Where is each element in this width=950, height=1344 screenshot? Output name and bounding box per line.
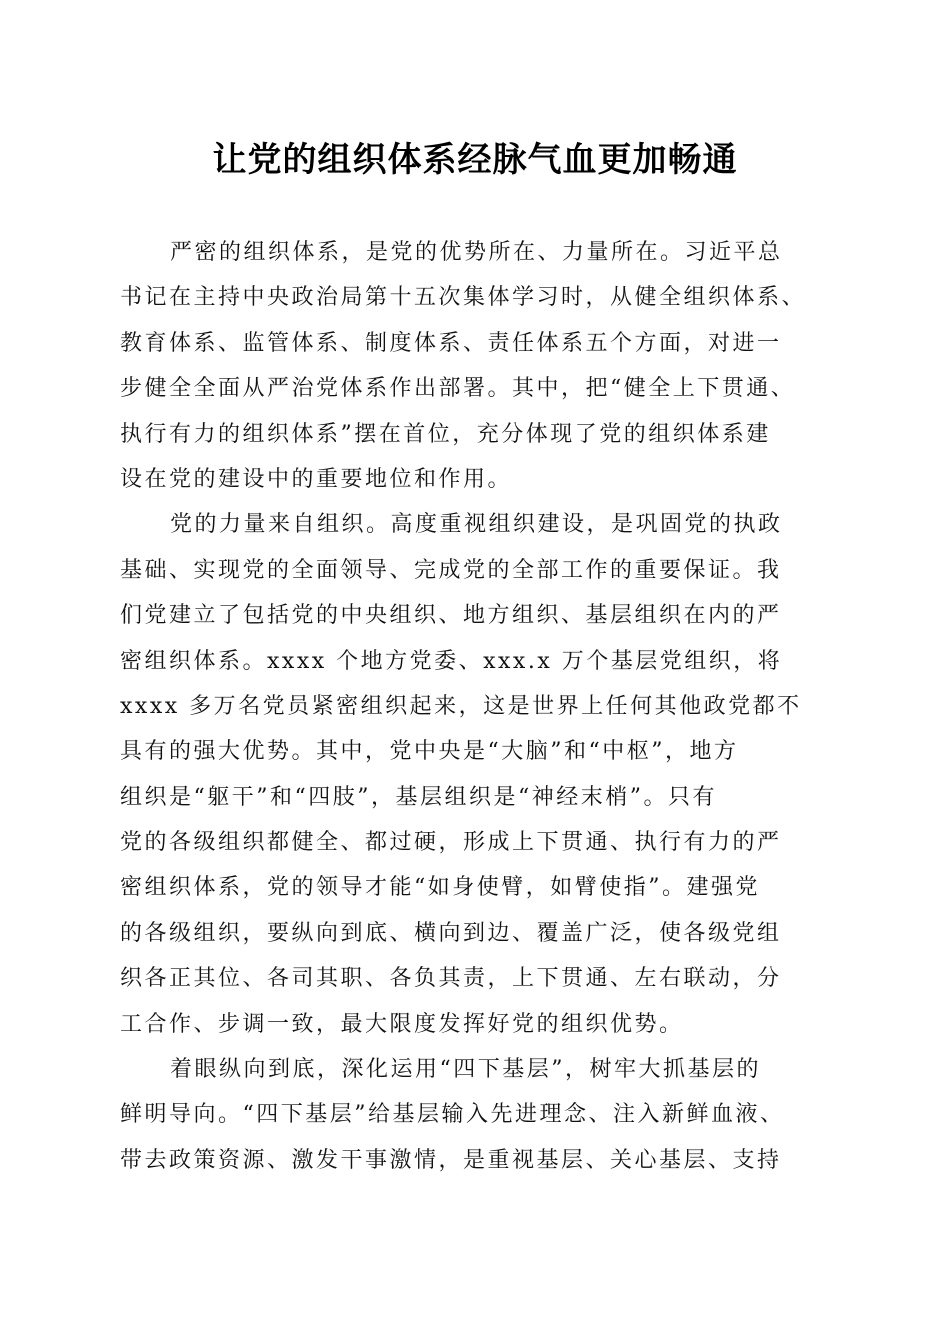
text-line: 书记在主持中央政治局第十五次集体学习时，从健全组织体系、 [120, 285, 807, 311]
text-line: 基础、实现党的全面领导、完成党的全部工作的重要保证。我 [120, 557, 782, 583]
text-line: xxxx 多万名党员紧密组织起来，这是世界上任何其他政党都不 [120, 693, 802, 719]
text-line: 执行有力的组织体系”摆在首位，充分体现了党的组织体系建 [120, 421, 771, 447]
text-line: 织各正其位、各司其职、各负其责，上下贯通、左右联动，分 [120, 966, 782, 992]
text-line: 党的力量来自组织。高度重视组织建设，是巩固党的执政 [170, 512, 783, 538]
text-line: 密组织体系。xxxx 个地方党委、xxx.x 万个基层党组织，将 [120, 648, 783, 674]
paragraph-2 [120, 502, 832, 1047]
paragraph-3 [120, 1047, 832, 1183]
text-line: 鲜明导向。“四下基层”给基层输入先进理念、注入新鲜血液、 [120, 1102, 785, 1128]
text-line: 带去政策资源、激发干事激情，是重视基层、关心基层、支持 [120, 1147, 782, 1173]
text-line: 党的各级组织都健全、都过硬，形成上下贯通、执行有力的严 [120, 830, 782, 856]
text-line: 的各级组织，要纵向到底、横向到边、覆盖广泛，使各级党组 [120, 920, 782, 946]
paragraph-1 [120, 230, 832, 502]
text-line: 组织是“躯干”和“四肢”，基层组织是“神经末梢”。只有 [120, 784, 717, 810]
text-line: 设在党的建设中的重要地位和作用。 [120, 466, 513, 492]
text-line: 具有的强大优势。其中，党中央是“大脑”和“中枢”，地方 [120, 739, 739, 765]
text-line: 密组织体系，党的领导才能“如身使臂，如臂使指”。建强党 [120, 875, 760, 901]
text-line: 严密的组织体系，是党的优势所在、力量所在。习近平总 [170, 240, 783, 265]
document-title: 让党的组织体系经脉气血更加畅通 [212, 140, 738, 180]
text-line: 步健全全面从严治党体系作出部署。其中，把“健全上下贯通、 [120, 376, 796, 402]
text-line: 教育体系、监管体系、制度体系、责任体系五个方面，对进一 [120, 330, 782, 356]
text-line: 们党建立了包括党的中央组织、地方组织、基层组织在内的严 [120, 603, 782, 629]
text-line: 着眼纵向到底，深化运用“四下基层”，树牢大抓基层的 [170, 1057, 761, 1083]
document-body [120, 230, 832, 1183]
text-line: 工合作、步调一致，最大限度发挥好党的组织优势。 [120, 1011, 684, 1037]
